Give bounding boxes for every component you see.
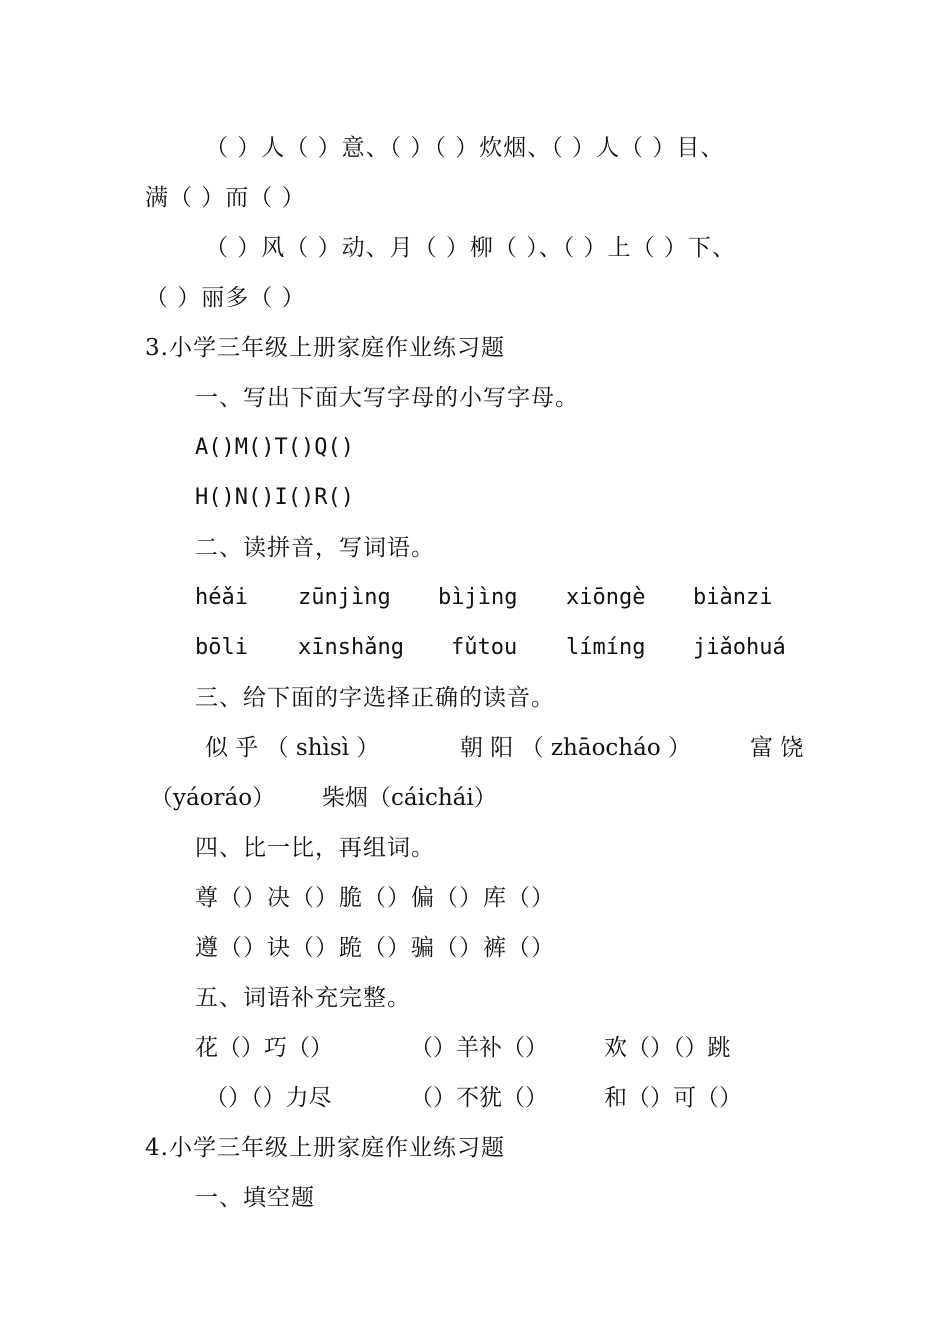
s3-q1-row-1: A()M()T()Q(): [195, 435, 354, 460]
s3-q1-row-2: H()N()I()R(): [195, 485, 354, 510]
pinyin-item: jiǎohuá: [693, 635, 786, 660]
section-4-title: 4.小学三年级上册家庭作业练习题: [145, 1135, 505, 1161]
idioms-line-2: 满（ ）而（ ）: [145, 185, 306, 211]
idioms-line-4: （ ）丽多（ ）: [145, 285, 306, 311]
reading-item-1: 似 乎 （ shìsì ）: [205, 735, 380, 761]
idiom-fill-item: （）不犹（）: [410, 1085, 548, 1111]
s4-q1-heading: 一、填空题: [195, 1185, 315, 1211]
s3-q3-heading: 三、给下面的字选择正确的读音。: [195, 685, 555, 711]
s3-q2-heading: 二、读拼音，写词语。: [195, 535, 435, 561]
reading-item-2: 朝 阳 （ zhāocháo ）: [460, 735, 691, 761]
pinyin-item: bìjìng: [438, 585, 518, 610]
pinyin-item: biànzi: [693, 585, 773, 610]
pinyin-item: zūnjìng: [298, 585, 391, 610]
reading-item-4: 柴烟（cáichái）: [322, 785, 497, 811]
idiom-fill-item: （）（）力尽: [205, 1085, 332, 1111]
pinyin-item: héǎi: [195, 585, 248, 610]
idiom-fill-item: 和（）可（）: [604, 1085, 742, 1111]
reading-item-3-options: （yáoráo）: [150, 785, 276, 811]
idioms-line-1: （ ）人（ ）意、（ ）（ ）炊烟、（ ）人（ ）目、: [205, 135, 725, 161]
pinyin-item: bōli: [195, 635, 248, 660]
section-3-title: 3.小学三年级上册家庭作业练习题: [145, 335, 505, 361]
reading-item-3: 富 饶: [750, 735, 804, 761]
idiom-fill-item: 花（）巧（）: [195, 1035, 333, 1061]
s3-q1-heading: 一、写出下面大写字母的小写字母。: [195, 385, 579, 411]
pinyin-item: xīnshǎng: [298, 635, 404, 660]
s3-q5-heading: 五、词语补充完整。: [195, 985, 411, 1011]
idiom-fill-item: （）羊补（）: [410, 1035, 548, 1061]
s3-q4-heading: 四、比一比，再组词。: [195, 835, 435, 861]
pinyin-item: fǔtou: [451, 635, 518, 660]
s3-q4-row-2: 遵（）诀（）跪（）骗（）裤（）: [195, 935, 555, 961]
idioms-line-3: （ ）风（ ）动、月（ ）柳（ ）、（ ）上（ ）下、: [205, 235, 736, 261]
s3-q4-row-1: 尊（）决（）脆（）偏（）库（）: [195, 885, 555, 911]
pinyin-item: límíng: [566, 635, 646, 660]
idiom-fill-item: 欢（）（）跳: [604, 1035, 731, 1061]
pinyin-item: xiōngè: [566, 585, 646, 610]
